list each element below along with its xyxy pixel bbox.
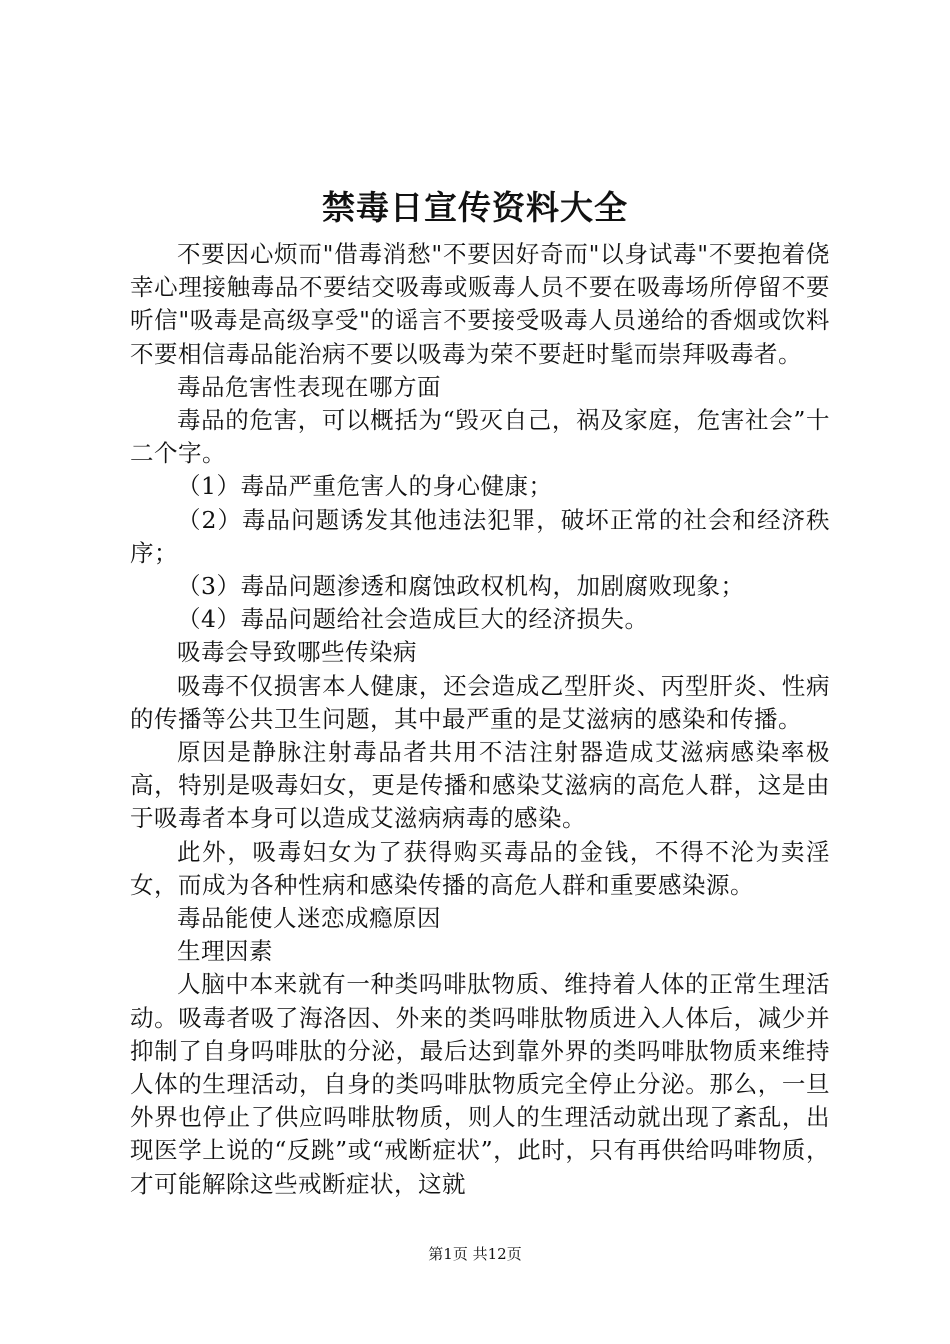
paragraph-disease-3: 此外，吸毒妇女为了获得购买毒品的金钱，不得不沦为卖淫女，而成为各种性病和感染传播的高危人群和重要感染源。 bbox=[130, 837, 830, 899]
paragraph-disease-1: 吸毒不仅损害本人健康，还会造成乙型肝炎、丙型肝炎、性病的传播等公共卫生问题，其中最严重的是艾滋病的感染和传播。 bbox=[130, 671, 830, 733]
list-item-harm-3: （3）毒品问题渗透和腐蚀政权机构，加剧腐败现象； bbox=[177, 572, 745, 601]
list-item-harm-1: （1）毒品严重危害人的身心健康； bbox=[177, 472, 553, 501]
page-footer: 第1页 共12页 bbox=[428, 1245, 522, 1263]
document-body bbox=[130, 238, 830, 1201]
section-heading-harm: 毒品危害性表现在哪方面 bbox=[177, 372, 441, 401]
section-heading-addiction: 毒品能使人迷恋成瘾原因 bbox=[177, 904, 441, 933]
list-item-harm-4: （4）毒品问题给社会造成巨大的经济损失。 bbox=[177, 605, 649, 634]
paragraph-physiological: 人脑中本来就有一种类吗啡肽物质、维持着人体的正常生理活动。吸毒者吸了海洛因、外来的类吗啡肽物质进入人体后，减少并抑制了自身吗啡肽的分泌，最后达到靠外界的类吗啡肽物质来维持人体的生理活动，自身的类吗啡肽物质完全停止分泌。那么，一旦外界也停止了供应吗啡肽物质，则人的生理活动就出现了紊乱，出现医学上说的“反跳”或“戒断症状”，此时，只有再供给吗啡物质，才可能解除这些戒断症状，这就 bbox=[130, 970, 830, 1198]
section-heading-disease: 吸毒会导致哪些传染病 bbox=[177, 638, 417, 667]
paragraph-intro: 不要因心烦而"借毒消愁"不要因好奇而"以身试毒"不要抱着侥幸心理接触毒品不要结交吸毒或贩毒人员不要在吸毒场所停留不要听信"吸毒是高级享受"的谣言不要接受吸毒人员递给的香烟或饮料不要相信毒品能治病不要以吸毒为荣不要赶时髦而崇拜吸毒者。 bbox=[130, 240, 830, 368]
paragraph-disease-2: 原因是静脉注射毒品者共用不洁注射器造成艾滋病感染率极高，特别是吸毒妇女，更是传播和感染艾滋病的高危人群，这是由于吸毒者本身可以造成艾滋病病毒的感染。 bbox=[130, 738, 830, 833]
subheading-physiological: 生理因素 bbox=[177, 937, 273, 966]
paragraph-harm-summary: 毒品的危害，可以概括为“毁灭自己，祸及家庭，危害社会”十二个字。 bbox=[130, 406, 830, 468]
document-title: 禁毒日宣传资料大全 bbox=[322, 188, 628, 227]
list-item-harm-2: （2）毒品问题诱发其他违法犯罪，破坏正常的社会和经济秩序； bbox=[130, 505, 830, 567]
